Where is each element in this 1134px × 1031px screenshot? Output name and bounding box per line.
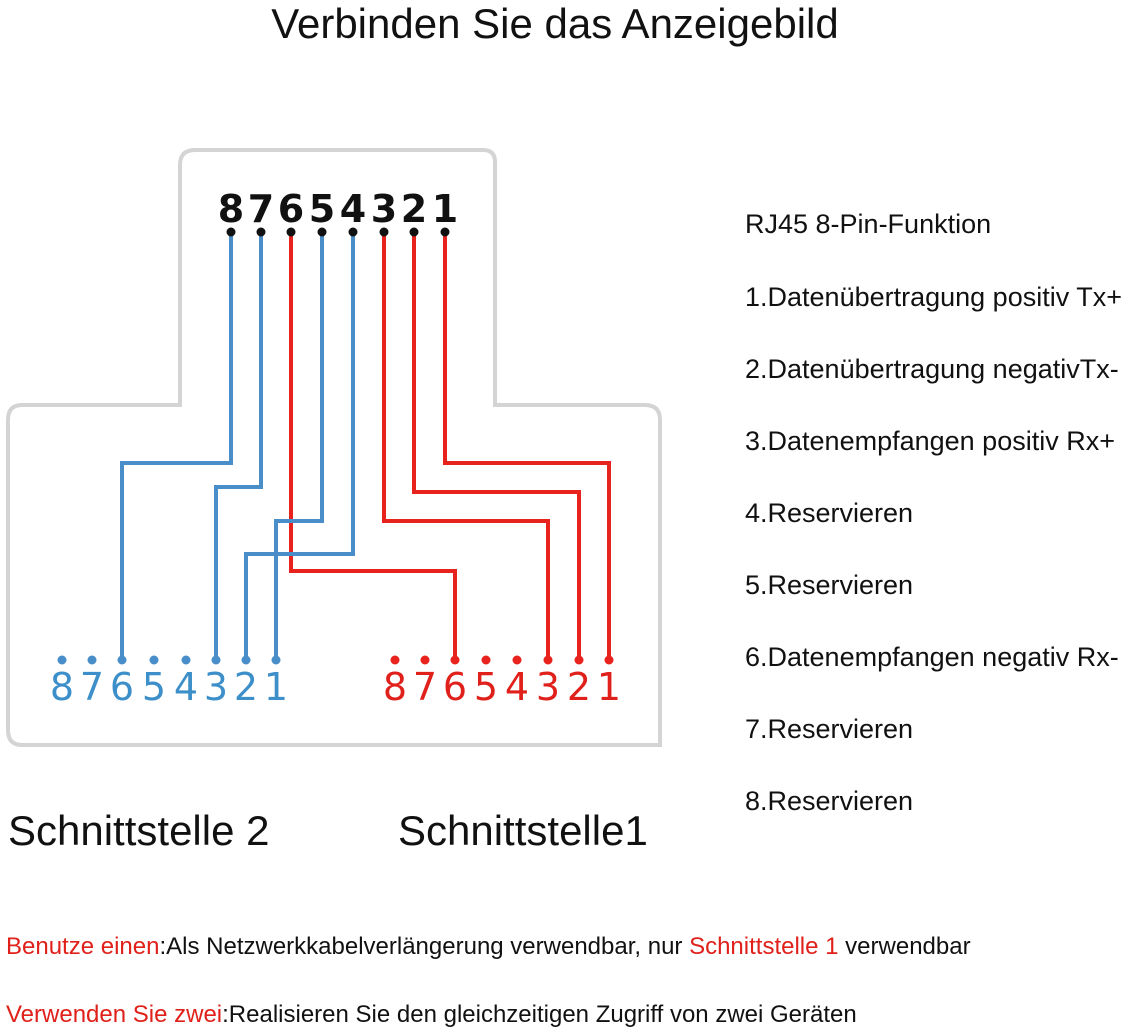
usage-one-tail: verwendbar	[838, 933, 971, 960]
top-pin-label-1: 1	[431, 187, 459, 231]
function-item-2: 2.Datenübertragung negativTx-	[745, 354, 1119, 384]
usage-one-text: :Als Netzwerkkabelverlängerung verwendbar, nur	[159, 933, 690, 960]
left-pin-dot-4	[182, 656, 191, 665]
right-pin-dot-5	[482, 656, 491, 665]
right-pin-label-2: 2	[566, 665, 592, 709]
usage-one-highlight: Schnittstelle 1	[689, 933, 839, 960]
board-outline	[8, 150, 660, 745]
left-pin-dot-3	[212, 656, 221, 665]
top-pin-label-6: 6	[277, 187, 305, 231]
right-pin-label-1: 1	[596, 665, 622, 709]
left-pin-label-5: 5	[141, 665, 167, 709]
function-item-8: 8.Reservieren	[745, 786, 914, 816]
usage-one-label: Benutze einen	[6, 933, 160, 960]
page-title: Verbinden Sie das Anzeigebild	[271, 0, 839, 47]
top-pin-label-7: 7	[247, 187, 275, 231]
left-pin-dot-5	[150, 656, 159, 665]
top-pin-label-8: 8	[217, 187, 245, 231]
left-pin-label-1: 1	[263, 665, 289, 709]
function-item-6: 6.Datenempfangen negativ Rx-	[745, 642, 1119, 672]
left-pin-dot-8	[58, 656, 67, 665]
usage-one	[6, 932, 971, 962]
top-pin-label-2: 2	[400, 187, 428, 231]
right-pin-dot-4	[513, 656, 522, 665]
usage-two-text: :Realisieren Sie den gleichzeitigen Zugriff von zwei Geräten	[222, 1001, 857, 1028]
left-pin-label-7: 7	[79, 665, 105, 709]
left-pin-dot-7	[88, 656, 97, 665]
function-item-3: 3.Datenempfangen positiv Rx+	[745, 426, 1115, 456]
right-pin-label-8: 8	[382, 665, 408, 709]
top-pin-label-5: 5	[308, 187, 336, 231]
top-pin-label-3: 3	[370, 187, 398, 231]
left-pin-label-6: 6	[109, 665, 135, 709]
right-pin-dot-7	[421, 656, 430, 665]
right-pin-label-5: 5	[473, 665, 499, 709]
function-list-title: RJ45 8-Pin-Funktion	[745, 209, 992, 239]
right-pin-label-3: 3	[535, 665, 561, 709]
usage-two	[6, 1000, 857, 1030]
right-pin-dot-3	[544, 656, 553, 665]
left-pin-label-8: 8	[49, 665, 75, 709]
right-pin-label-4: 4	[504, 665, 530, 709]
right-pin-dot-8	[391, 656, 400, 665]
port-label-right: Schnittstelle1	[398, 807, 648, 854]
left-pin-dot-6	[118, 656, 127, 665]
left-pin-dot-2	[242, 656, 251, 665]
left-pin-label-3: 3	[203, 665, 229, 709]
function-item-5: 5.Reservieren	[745, 570, 914, 600]
left-pin-label-2: 2	[233, 665, 259, 709]
function-item-7: 7.Reservieren	[745, 714, 914, 744]
top-pin-label-4: 4	[339, 187, 367, 231]
right-pin-dot-2	[575, 656, 584, 665]
port-label-left: Schnittstelle 2	[8, 807, 270, 854]
left-pin-dot-1	[272, 656, 281, 665]
usage-two-label: Verwenden Sie zwei	[6, 1001, 223, 1028]
rj45-splitter-diagram	[0, 0, 700, 760]
right-pin-dot-6	[451, 656, 460, 665]
right-pin-label-6: 6	[442, 665, 468, 709]
function-item-4: 4.Reservieren	[745, 498, 914, 528]
function-item-1: 1.Datenübertragung positiv Tx+	[745, 282, 1122, 312]
right-pin-label-7: 7	[412, 665, 438, 709]
right-pin-dot-1	[605, 656, 614, 665]
left-pin-label-4: 4	[173, 665, 199, 709]
